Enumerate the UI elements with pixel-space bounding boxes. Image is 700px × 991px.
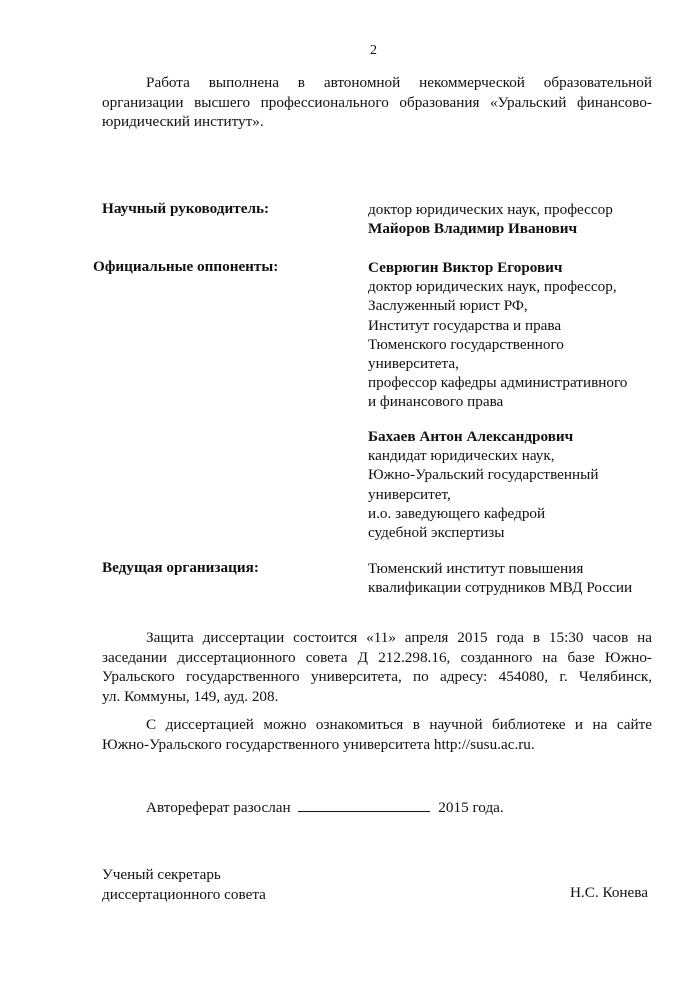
opponent-1: [368, 258, 627, 412]
opponent-detail: Институт государства и права: [368, 316, 562, 334]
opponent-detail: профессор кафедры административного: [368, 374, 628, 392]
library-paragraph: [102, 715, 652, 754]
supervisor-block: [368, 200, 613, 238]
supervisor-label: Научный руководитель:: [102, 200, 270, 217]
intro-line: юридический институт».: [102, 113, 264, 130]
opponent-detail: университет,: [368, 485, 451, 503]
opponent-detail: доктор юридических наук, профессор,: [368, 278, 617, 296]
defense-line: ул. Коммуны, 149, ауд. 208.: [102, 687, 279, 705]
sent-date-blank: [298, 797, 430, 812]
opponent-detail: Заслуженный юрист РФ,: [368, 297, 528, 315]
intro-line: Работа выполнена в автономной некоммерческой образовательной: [146, 74, 652, 91]
opponent-detail: и.о. заведующего кафедрой: [368, 504, 546, 522]
intro-paragraph: [102, 73, 652, 132]
opponent-detail: Южно-Уральский государственный: [368, 466, 599, 484]
opponent-detail: кандидат юридических наук,: [368, 447, 555, 465]
page-number: 2: [370, 43, 377, 58]
opponent-name: Севрюгин Виктор Егорович: [368, 259, 563, 276]
library-line: С диссертацией можно ознакомиться в научной библиотеке и на сайте: [146, 716, 652, 733]
defense-line: Защита диссертации состоится «11» апреля 2015 года в 15:30 часов на: [146, 629, 652, 646]
opponents-label: Официальные оппоненты:: [93, 258, 279, 275]
supervisor-name: Майоров Владимир Иванович: [368, 220, 578, 238]
leading-org-line: Тюменский институт повышения: [368, 560, 584, 577]
secretary-title-line2: диссертационного совета: [102, 885, 266, 903]
opponent-detail: и финансового права: [368, 393, 504, 411]
secretary-block: [102, 865, 266, 904]
defense-paragraph: [102, 628, 652, 706]
leading-org-label: Ведущая организация:: [102, 559, 259, 576]
supervisor-degree: доктор юридических наук, профессор: [368, 201, 613, 218]
sent-suffix: 2015 года.: [438, 799, 504, 816]
secretary-name: Н.С. Конева: [569, 884, 648, 901]
opponent-detail: судебной экспертизы: [368, 524, 505, 542]
sent-prefix: Автореферат разослан: [146, 799, 291, 816]
intro-line: организации высшего профессионального образования «Уральский финансово-: [102, 93, 652, 111]
library-line: Южно-Уральского государственного университета http://susu.ac.ru.: [102, 735, 535, 753]
leading-org-block: [368, 559, 632, 597]
opponent-name: Бахаев Антон Александрович: [368, 428, 574, 445]
secretary-title-line1: Ученый секретарь: [102, 866, 221, 883]
leading-org-line: квалификации сотрудников МВД России: [368, 579, 633, 597]
defense-line: Уральского государственного университета, по адресу: 454080, г. Челябинск,: [102, 668, 652, 685]
defense-line: заседании диссертационного совета Д 212.298.16, созданного на базе Южно-: [102, 648, 652, 666]
opponent-2: [368, 427, 598, 542]
opponent-detail: Тюменского государственного: [368, 335, 564, 353]
sent-line: [146, 797, 504, 817]
opponent-detail: университета,: [368, 355, 459, 373]
